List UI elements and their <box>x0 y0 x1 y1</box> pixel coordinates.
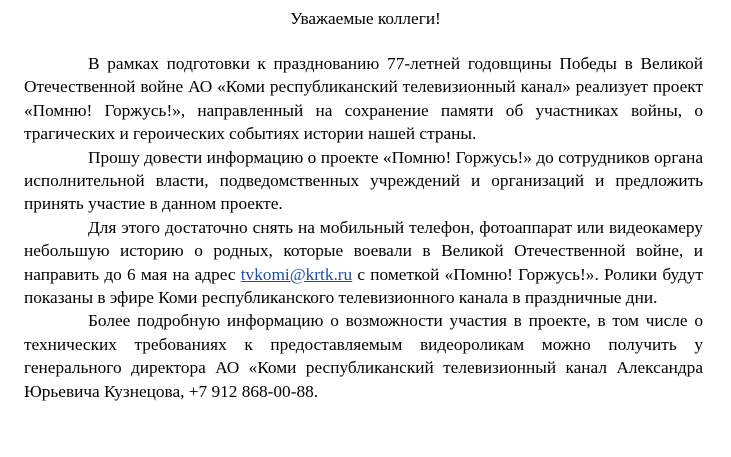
instructions-text-before-email: Для этого достаточно снять на мобильный телефон, фотоаппарат или видеокамеру небольшую историю о родных, которые воевали в Великой Отечественной войне, и направить до 6 мая на адрес <box>24 217 703 284</box>
letter-body <box>24 52 703 403</box>
instructions-text-after-email: с пометкой «Помню! Горжусь!». Ролики будут показаны в эфире Коми республиканского телевизионного канала в праздничные дни. <box>24 264 703 308</box>
paragraph-contact-info: Более подробную информацию о возможности участия в проекте, в том числе о технических требованиях к предоставляемым видеороликам можно получить у генерального директора АО «Коми республиканский телевизионный канал Александра Юрьевича Кузнецова, +7 912 868-00-88. <box>24 311 703 401</box>
email-link[interactable]: tvkomi@krtk.ru <box>240 264 353 284</box>
letter-greeting: Уважаемые коллеги! <box>290 9 441 28</box>
paragraph-project-intro: В рамках подготовки к празднованию 77-летней годовщины Победы в Великой Отечественной войне АО «Коми республиканский телевизионный канал» реализует проект «Помню! Горжусь!», направленный на сохранение памяти об участниках войны, о трагических и героических событиях истории нашей страны. <box>24 54 703 144</box>
paragraph-request: Прошу довести информацию о проекте «Помню! Горжусь!» до сотрудников органа исполнительной власти, подведомственных учреждений и организаций и предложить принять участие в данном проекте. <box>24 147 703 214</box>
paragraph-instructions <box>24 216 703 310</box>
